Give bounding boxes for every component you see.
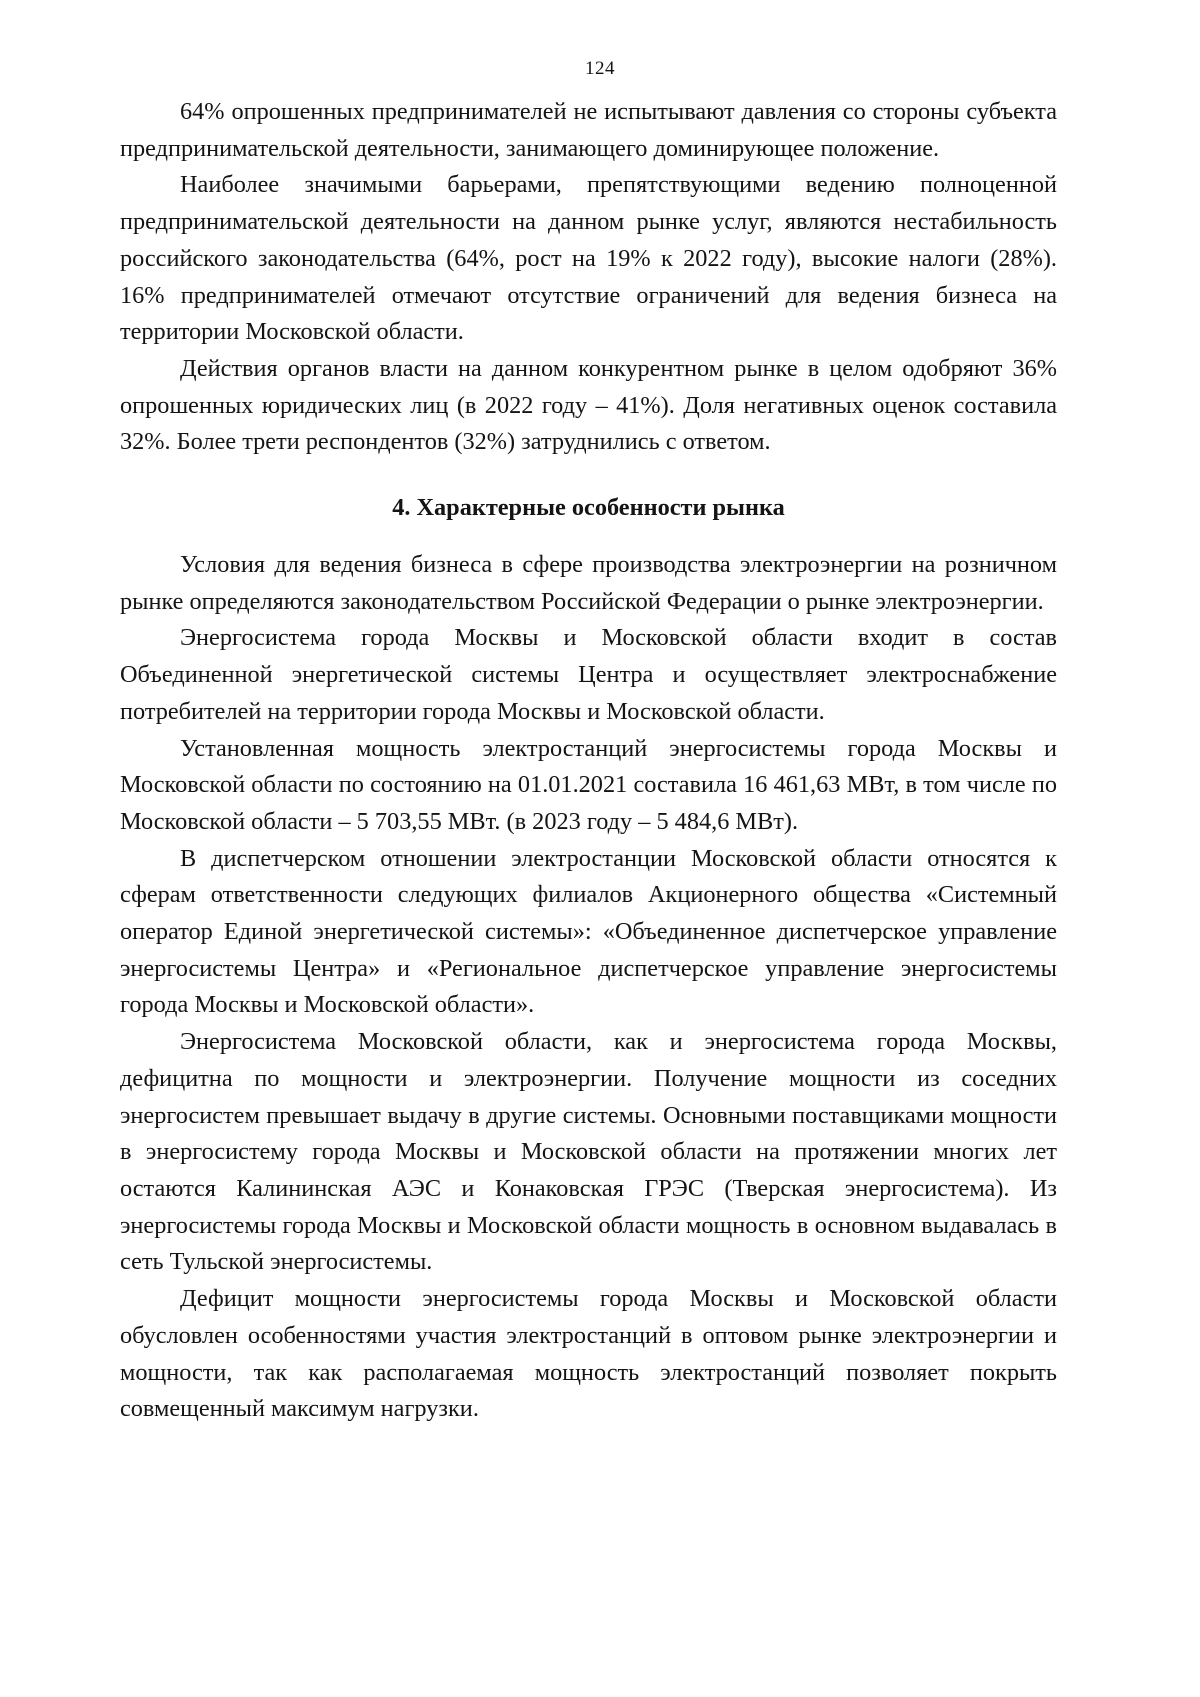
section-heading: 4. Характерные особенности рынка [392,494,785,522]
paragraph-dispatch-control: В диспетчерском отношении электростанции Московской области относятся к сферам ответственности следующих филиалов Акционерного общества «Системный оператор Единой энергетической системы»: «Объединенное диспетчерское управление энергосистемы Центра» и «Региональное диспетчерское управление энергосистемы города Москвы и Московской области». [120,844,1057,1019]
paragraph-business-barriers: Наиболее значимыми барьерами, препятствующими ведению полноценной предпринимательской деятельности на данном рынке услуг, являются нестабильность российского законодательства (64%, рост на 19% к 2022 году), высокие налоги (28%). 16% предпринимателей отмечают отсутствие ограничений для ведения бизнеса на территории Московской области. [120,171,1057,346]
paragraph-power-deficit: Энергосистема Московской области, как и энергосистема города Москвы, дефицитна по мощности и электроэнергии. Получение мощности из соседних энергосистем превышает выдачу в другие системы. Основными поставщиками мощности в энергосистему города Москвы и Московской области на протяжении многих лет остаются Калининская АЭС и Конаковская ГРЭС (Тверская энергосистема). Из энергосистемы города Москвы и Московской области мощность в основном выдавалась в сеть Тульской энергосистемы. [120,1028,1057,1276]
paragraph-deficit-reason: Дефицит мощности энергосистемы города Москвы и Московской области обусловлен особенностями участия электростанций в оптовом рынке электроэнергии и мощности, так как располагаемая мощность электростанций позволяет покрыть совмещенный максимум нагрузки. [120,1285,1057,1423]
paragraph-installed-capacity: Установленная мощность электростанций энергосистемы города Москвы и Московской области по состоянию на 01.01.2021 составила 16 461,63 МВт, в том числе по Московской области – 5 703,55 МВт. (в 2023 году – 5 484,6 МВт). [120,734,1057,835]
page-number: 124 [585,58,615,79]
document-body [120,94,1057,1428]
paragraph-pressure-survey: 64% опрошенных предпринимателей не испытывают давления со стороны субъекта предпринимательской деятельности, занимающего доминирующее положение. [120,98,1057,162]
paragraph-business-conditions: Условия для ведения бизнеса в сфере производства электроэнергии на розничном рынке определяются законодательством Российской Федерации о рынке электроэнергии. [120,551,1057,615]
paragraph-energy-system: Энергосистема города Москвы и Московской области входит в состав Объединенной энергетической системы Центра и осуществляет электроснабжение потребителей на территории города Москвы и Московской области. [120,624,1057,725]
paragraph-authority-assessment: Действия органов власти на данном конкурентном рынке в целом одобряют 36% опрошенных юридических лиц (в 2022 году – 41%). Доля негативных оценок составила 32%. Более трети респондентов (32%) затруднились с ответом. [120,354,1057,456]
